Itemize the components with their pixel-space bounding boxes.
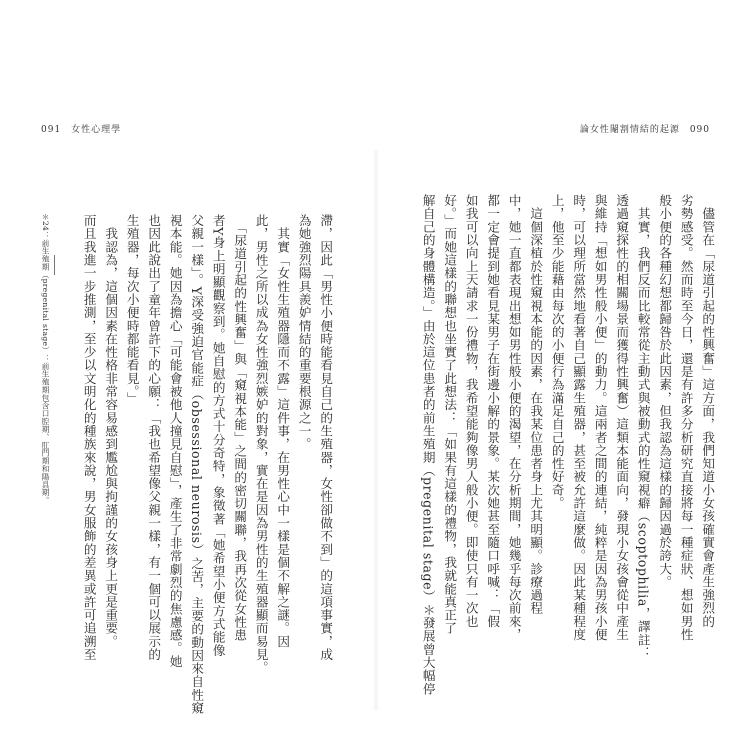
text-line: 劣勢感受。然而時至今日，還是有許多分析研究直接將每一種症狀、想如男性	[678, 194, 694, 642]
text-line: 儘管在「尿道引起的性興奮」這方面，我們知道小女孩確實會產生強烈的	[700, 194, 716, 628]
left-footnote: ＊24：前生殖期（pregenital stage）：前生殖期包含口腔期、肛門期和陽具期。	[41, 213, 50, 505]
text-line: 如我可以向上天請求一份禮物，我希望能夠像男人般小便。即使只有一次也	[463, 194, 479, 628]
left-folio: 091	[41, 125, 62, 135]
text-line: 而且我進一步推測，至少以文明化的種族來說，男女服飾的差異或許可追溯至	[81, 214, 97, 662]
text-line: 「尿道引起的性興奮」與「窺視本能」之間的密切關聯，我再次從女性患	[232, 214, 248, 642]
text-line: 者Y身上明顯觀察到。她自慰的方式十分奇特，象徵著「她希望小便方式能像	[210, 214, 226, 657]
right-running-head: 論女性閹割情結的起源	[579, 125, 680, 135]
text-line: 般小便的各種幻想都歸咎於此因素，但我認為這樣的歸因過於誇大。	[657, 194, 673, 589]
footnote-separator	[54, 255, 55, 275]
text-line: 為她強烈陽具羨妒情結的重要根源之一。	[296, 214, 312, 451]
text-line: 生殖器，每次小便時都能看見。」	[124, 214, 140, 405]
left-running-head: 女性心理學	[71, 125, 122, 135]
text-line: 視本能。她因為擔心「可能會被他人撞見自慰」，產生了非常劇烈的焦慮感。她	[167, 214, 183, 668]
left-page-header	[35, 122, 121, 135]
text-line: 父親一樣」。Y深受強迫官能症（obsessional neurosis）之苦，主要的動因來自性窺	[189, 214, 205, 715]
book-gutter	[373, 150, 379, 710]
right-folio: 090	[689, 125, 710, 135]
right-page-header	[580, 122, 716, 135]
text-line: 好。」而她這樣的聯想也坐實了此想法：「如果有這樣的禮物，我就能真正了	[442, 194, 458, 635]
text-line: 這個深植於性窺視本能的因素，在我某位患者身上尤其明顯。診療過程	[528, 194, 544, 615]
text-line: 也因此說出了童年曾許下的心願：「我也希望像父親一樣，有一個可以展示的	[146, 214, 162, 662]
text-line: 其實，我們反而比較常從主動式與被動式的性窺視癖（scoptophilia，譯註：	[635, 194, 651, 660]
text-line: 中，她一直都表現出想如男性般小便的渴望，在分析期間，她幾乎每次前來，	[506, 194, 522, 642]
text-line: 透過窺探性的相關場景而獲得性興奮）這類本能面向，發現小女孩會從中產生	[614, 194, 630, 642]
text-line: 上，他至少能藉由每次的小便行為滿足自己的性好奇。	[549, 194, 565, 510]
text-line: 此，男性之所以成為女性強烈嫉妒的對象，實在是因為男性的生殖器顯而易見。	[253, 214, 269, 675]
text-line: 時，可以理所當然地看著自己顯露生殖器，甚至被允許這麼做。因此某種程度	[571, 194, 587, 642]
text-line: 其實「女性生殖器隱而不露」這件事，在男性心中一樣是個不解之謎。因	[275, 214, 291, 648]
text-line: 滯，因此「男性小便時能看見自己的生殖器，女性卻做不到」的這項事實，成	[318, 214, 334, 662]
text-line: 都一定會提到她看見某男子在街邊小解的景象。某次她甚至隨口呼喊：「假	[485, 194, 501, 628]
text-line: 解自己的身體構造。」由於這位患者的前生殖期（pregenital stage）＊發展曾大幅停	[420, 194, 436, 696]
text-line: 我認為，這個因素在性格非常容易感到尷尬與拘謹的女孩身上更是重要。	[103, 214, 119, 648]
text-line: 與維持「想如男性般小便」的動力。這兩者之間的連結，純粹是因為男孩小便	[592, 194, 608, 642]
